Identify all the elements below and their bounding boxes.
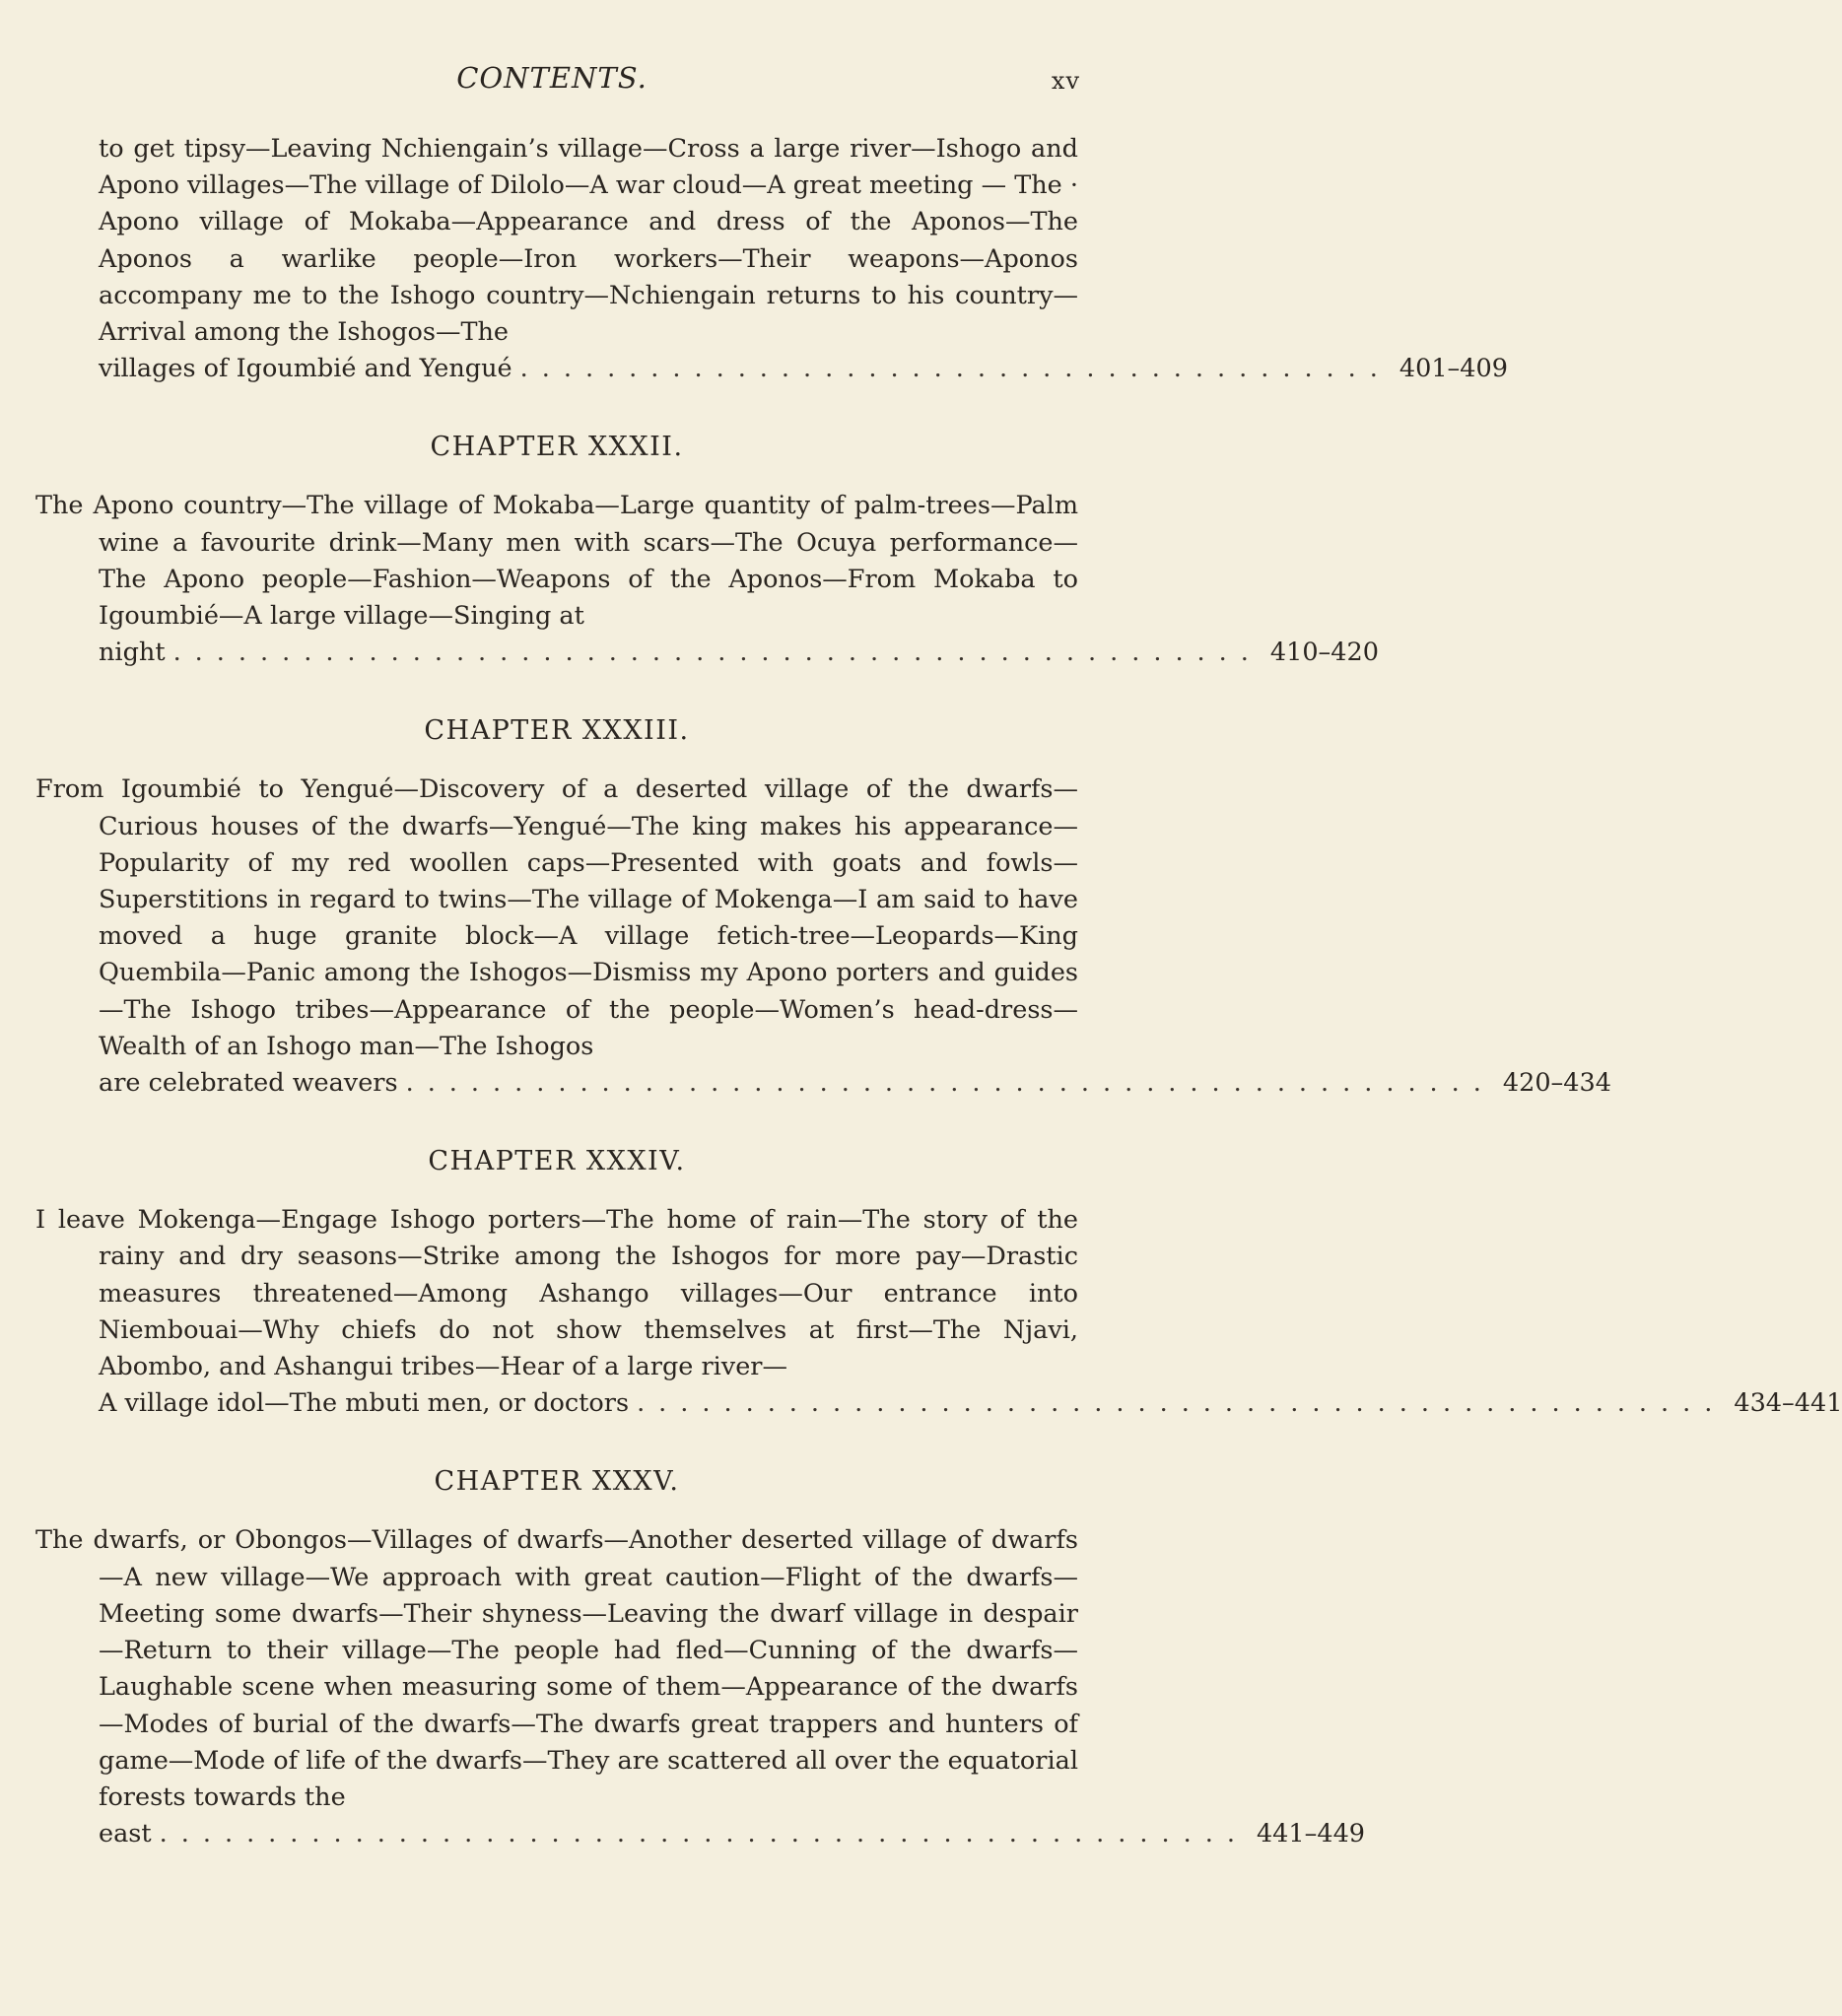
dot-leader: .................................................. [159,1819,1249,1849]
dot-leader: ........................................ [519,354,1392,384]
page-range: 420–434 [1502,1068,1611,1099]
entry-last-line [35,1065,1611,1102]
toc-entry-chapter-34 [35,1146,1842,1422]
chapter-heading: CHAPTER XXXIV. [428,1146,686,1177]
entry-summary: The Apono country—The village of Mokaba—Large quantity of palm-trees—Palm wine a favourite drink—Many men with scars—The Ocuya performance—The Apono people—Fashion—Weapons of the Aponos—From Mokaba to Igoumbié—A large village—Singing at [35,491,1078,632]
running-title: CONTENTS. [456,61,648,95]
entry-summary: The dwarfs, or Obongos—Villages of dwarfs—Another deserted village of dwarfs—A new village—We approach with great caution—Flight of the dwarfs—Meeting some dwarfs—Their shyness—Leaving the dwarf village in despair—Return to their village—The people had fled—Cunning of the dwarfs—Laughable scene when measuring some of them—Appearance of the dwarfs—Modes of burial of the dwarfs—The dwarfs great trappers and hunters of game—Mode of life of the dwarfs—They are scattered all over the equatorial forests towards the [35,1525,1078,1812]
entry-last-line [35,635,1379,671]
toc-entry-chapter-35 [35,1466,1366,1852]
page-range: 401–409 [1399,354,1508,384]
running-head [0,61,1248,110]
entry-last-text: are celebrated weavers [99,1068,398,1099]
entry-last-text: villages of Igoumbié and Yengué [99,354,512,384]
chapter-heading: CHAPTER XXXV. [434,1466,680,1498]
toc-entry-chapter-33 [35,715,1611,1102]
entry-last-text: east [99,1819,152,1849]
dot-leader: .................................................. [405,1068,1495,1099]
contents-list [35,131,1842,1852]
chapter-heading: CHAPTER XXXII. [430,432,684,463]
dot-leader: .................................................. [172,638,1262,668]
dot-leader: .................................................. [637,1388,1727,1419]
entry-last-line [35,351,1508,387]
entry-last-text: A village idol—The mbuti men, or doctors [99,1388,630,1419]
chapter-heading: CHAPTER XXXIII. [424,715,690,747]
page-range: 434–441 [1734,1388,1842,1419]
page-number: xv [1051,67,1080,95]
entry-last-line [35,1385,1842,1422]
entry-last-text: night [99,638,166,668]
toc-entry-chapter-32 [35,432,1379,671]
entry-last-line [35,1816,1366,1852]
entry-summary: to get tipsy—Leaving Nchiengain’s village—Cross a large river—Ishogo and Apono villages—The village of Dilolo—A war cloud—A great meeting — The · Apono village of Mokaba—Appearance and dress of the Aponos—The Aponos a warlike people—Iron workers—Their weapons—Aponos accompany me to the Ishogo country—Nchiengain returns to his country—Arrival among the Ishogos—The [99,134,1078,348]
entry-summary: I leave Mokenga—Engage Ishogo porters—The home of rain—The story of the rainy and dry seasons—Strike among the Ishogos for more pay—Drastic measures threatened—Among Ashango villages—Our entrance into Niembouai—Why chiefs do not show themselves at first—The Njavi, Abombo, and Ashangui tribes—Hear of a large river— [35,1205,1078,1382]
entry-summary: From Igoumbié to Yengué—Discovery of a deserted village of the dwarfs—Curious houses of the dwarfs—Yengué—The king makes his appearance—Popularity of my red woollen caps—Presented with goats and fowls—Superstitions in regard to twins—The village of Mokenga—I am said to have moved a huge granite block—A village fetich-tree—Leopards—King Quembila—Panic among the Ishogos—Dismiss my Apono porters and guides—The Ishogo tribes—Appearance of the people—Women’s head-dress—Wealth of an Ishogo man—The Ishogos [35,774,1078,1061]
toc-entry-continuation [35,131,1508,387]
page-range: 441–449 [1256,1819,1366,1849]
page-range: 410–420 [1269,638,1379,668]
